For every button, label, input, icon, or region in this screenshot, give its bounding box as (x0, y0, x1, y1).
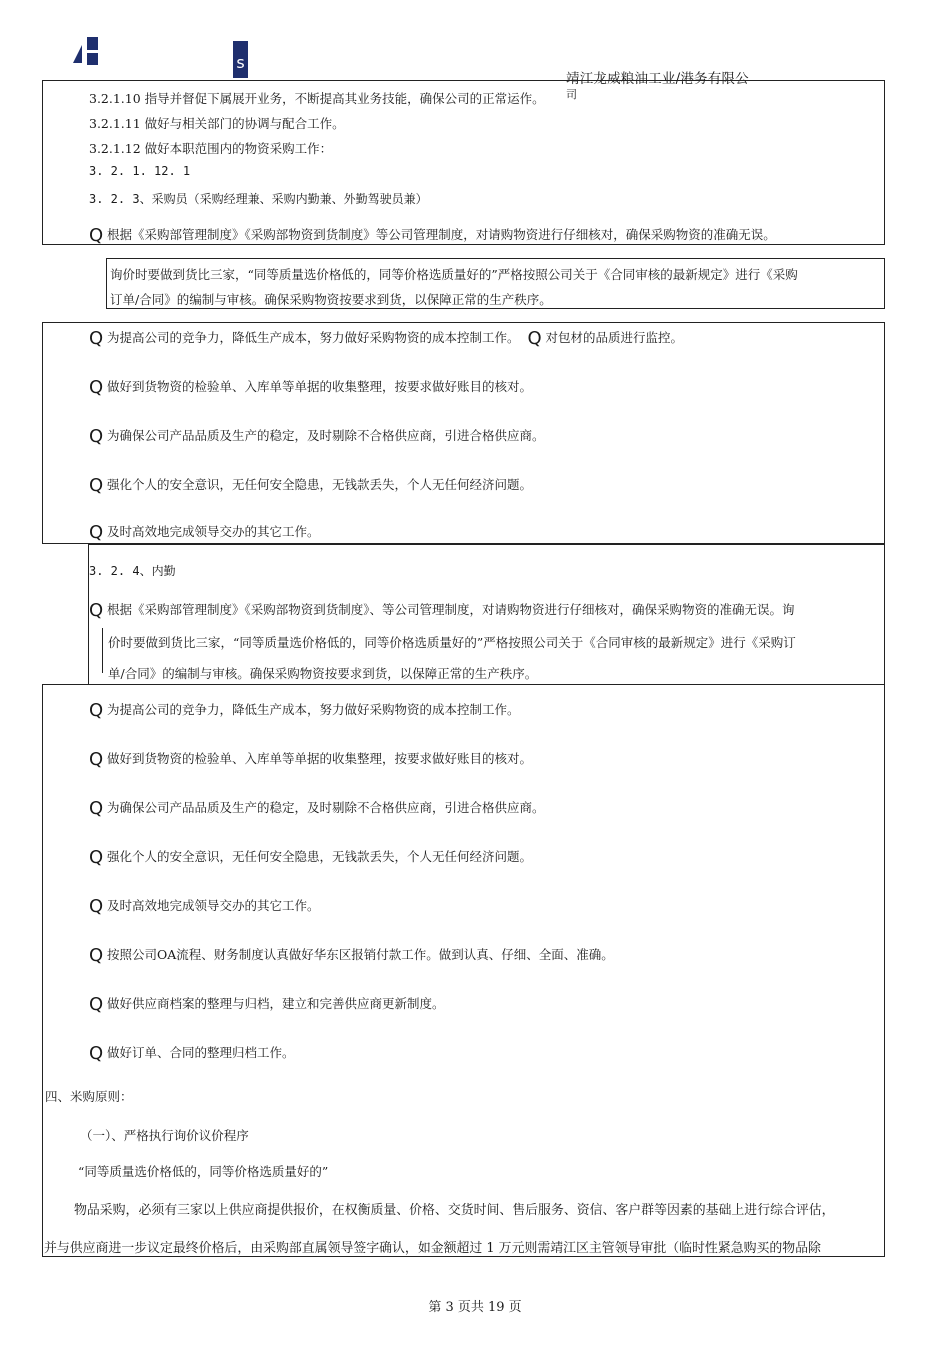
vertical-rule-1 (42, 200, 43, 218)
bullet-item (89, 798, 545, 818)
bullet-item (89, 225, 776, 245)
bullet-icon: Q (89, 225, 104, 246)
bullet-icon: Q (89, 798, 104, 819)
bullet-item (89, 994, 445, 1014)
text-line: 3.2.1.10 指导并督促下属展开业务，不断提高其业务技能，确保公司的正常运作。 (89, 91, 545, 106)
text-line: 价时要做到货比三家，“同等质量选价格低的，同等价格选质量好的”严格按照公司关于《合同审核的最新规定》进行《采购订 (108, 635, 796, 650)
bullet-text: 按照公司OA流程、财务制度认真做好华东区报销付款工作。做到认真、仔细、全面、准确。 (106, 947, 614, 962)
bullet-text: 强化个人的安全意识，无任何安全隐患，无钱款丢失，个人无任何经济问题。 (106, 849, 532, 864)
bullet-item (89, 945, 614, 965)
bullet-text: 为提高公司的竞争力，降低生产成本，努力做好采购物资的成本控制工作。 (106, 330, 520, 345)
bullet-icon: Q (89, 475, 104, 496)
bullet-text: 强化个人的安全意识，无任何安全隐患，无钱款丢失，个人无任何经济问题。 (106, 477, 532, 492)
bullet-icon: Q (527, 328, 542, 349)
bullet-icon: Q (89, 945, 104, 966)
bullet-icon: Q (89, 522, 104, 543)
bullet-item (89, 328, 683, 348)
company-name-tail: 司 (566, 88, 577, 101)
bullet-item (89, 749, 532, 769)
bullet-icon: Q (89, 700, 104, 721)
bullet-icon: Q (89, 426, 104, 447)
text-line: 3.2.1.11 做好与相关部门的协调与配合工作。 (89, 116, 345, 131)
paragraph-line: 物品采购，必须有三家以上供应商提供报价，在权衡质量、价格、交货时间、售后服务、资信、客户群等因素的基础上进行综合评估， (74, 1203, 835, 1218)
text-line: 3. 2. 3、采购员（采购经理兼、采购内勤兼、外勤驾驶员兼） (89, 192, 428, 206)
bullet-text: 为确保公司产品品质及生产的稳定，及时剔除不合格供应商，引进合格供应商。 (106, 428, 545, 443)
bullet-item (89, 1043, 295, 1063)
page-number: 第 3 页共 19 页 (428, 1300, 522, 1315)
bullet-text: 及时高效地完成领导交办的其它工作。 (106, 524, 320, 539)
text-line: 3.2.1.12 做好本职范围内的物资采购工作： (89, 141, 333, 156)
bullet-item (89, 896, 320, 916)
paragraph-line: 并与供应商进一步议定最终价格后，由采购部直属领导签字确认，如金额超过 1 万元则需靖江区主管领导审批（临时性紧急购买的物品除 (44, 1241, 821, 1256)
section-heading: 3. 2. 4、内勤 (89, 564, 176, 578)
bullet-icon: Q (89, 994, 104, 1015)
text-line: 3. 2. 1. 12. 1 (89, 164, 191, 178)
bullet-icon: Q (89, 377, 104, 398)
bullet-item (89, 522, 320, 542)
logo-s: s (233, 41, 248, 78)
bullet-item (89, 426, 545, 446)
text-line: 订单/合同》的编制与审核。确保采购物资按要求到货，以保障正常的生产秩序。 (110, 292, 552, 307)
bullet-item (89, 600, 795, 620)
bullet-icon: Q (89, 847, 104, 868)
bullet-text: 做好订单、合同的整理归档工作。 (106, 1045, 295, 1060)
bullet-item (89, 475, 532, 495)
bullet-item (89, 377, 532, 397)
bullet-text: 做好供应商档案的整理与归档，建立和完善供应商更新制度。 (106, 996, 445, 1011)
bullet-text: 对包材的品质进行监控。 (545, 330, 683, 345)
bullet-icon: Q (89, 600, 104, 621)
bullet-item (89, 700, 520, 720)
bullet-icon: Q (89, 328, 104, 349)
bullet-text: 为提高公司的竞争力，降低生产成本，努力做好采购物资的成本控制工作。 (106, 702, 520, 717)
company-name: 靖江龙威粮油工业/港务有限公 (566, 71, 749, 87)
bullet-text: 做好到货物资的检验单、入库单等单据的收集整理，按要求做好账目的核对。 (106, 379, 532, 394)
bullet-text: 为确保公司产品品质及生产的稳定，及时剔除不合格供应商，引进合格供应商。 (106, 800, 545, 815)
bullet-icon: Q (89, 749, 104, 770)
section-heading: 四、米购原则： (45, 1089, 133, 1104)
text-line: 单/合同》的编制与审核。确保采购物资按要求到货，以保障正常的生产秩序。 (108, 666, 538, 681)
quote-line: “同等质量选价格低的，同等价格选质量好的” (78, 1164, 329, 1179)
bullet-text: 根据《采购部管理制度》《采购部物资到货制度》、等公司管理制度，对请购物资进行仔细核对，确保采购物资的准确无误。询 (106, 602, 795, 617)
bullet-item (89, 847, 532, 867)
bullet-text: 及时高效地完成领导交办的其它工作。 (106, 898, 320, 913)
bullet-text: 做好到货物资的检验单、入库单等单据的收集整理，按要求做好账目的核对。 (106, 751, 532, 766)
bullet-icon: Q (89, 1043, 104, 1064)
sub-heading: （一）、严格执行询价议价程序 (80, 1128, 249, 1143)
vertical-rule-2 (102, 628, 103, 673)
text-line: 询价时要做到货比三家，“同等质量选价格低的，同等价格选质量好的”严格按照公司关于《合同审核的最新规定》进行《采购 (110, 267, 798, 282)
bullet-text: 根据《采购部管理制度》《采购部物资到货制度》等公司管理制度，对请购物资进行仔细核对，确保采购物资的准确无误。 (106, 227, 776, 242)
bullet-icon: Q (89, 896, 104, 917)
